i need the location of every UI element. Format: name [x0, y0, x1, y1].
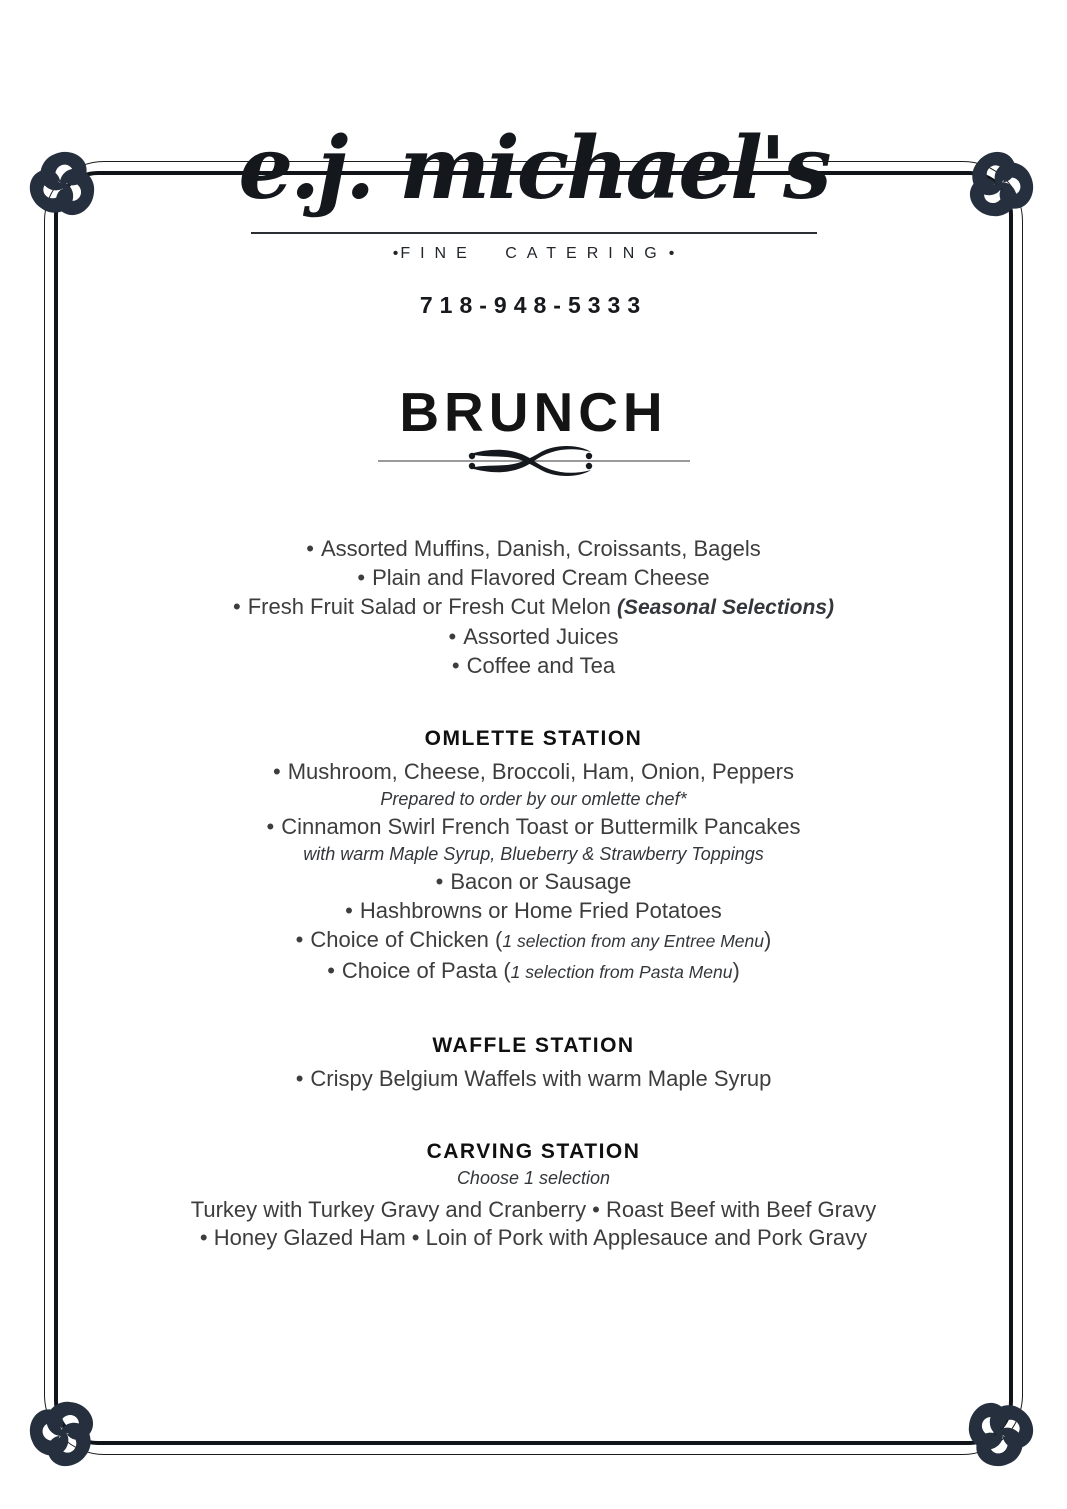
corner-flourish-icon: [24, 1394, 102, 1472]
bullet-icon: •: [266, 813, 275, 839]
logo-tagline: [0, 245, 1067, 263]
bullet-icon: •: [435, 868, 444, 894]
bullet-icon: •: [451, 652, 460, 678]
bullet-icon: •: [345, 897, 353, 923]
station-heading: CARVING STATION: [426, 1139, 641, 1163]
menu-item-note: Prepared to order by our omlette chef*: [380, 788, 687, 809]
station-heading: OMLETTE STATION: [424, 726, 643, 750]
menu-item-text: Mushroom, Cheese, Broccoli, Ham, Onion, Peppers: [287, 758, 794, 784]
bullet-icon: •: [232, 593, 241, 619]
menu-page: [0, 118, 1067, 1252]
bullet-icon: •: [295, 1065, 304, 1091]
station-item-list: [0, 757, 1067, 987]
menu-item: [0, 651, 1067, 680]
menu-item: [0, 534, 1067, 563]
tagline-text: FINE CATERING: [400, 244, 667, 262]
menu-item-text: Choice of Chicken (: [310, 926, 503, 952]
bullet-icon: •: [273, 758, 281, 784]
bullet-icon: •: [327, 957, 335, 983]
menu-item-text: ): [732, 957, 740, 983]
title-divider-flourish-icon: [378, 444, 690, 478]
bullet-icon: •: [295, 926, 304, 952]
menu-item: [0, 896, 1067, 925]
menu-item-note: with warm Maple Syrup, Blueberry & Strawberry Toppings: [303, 843, 764, 864]
menu-item: [0, 1064, 1067, 1093]
tagline-right-dot-icon: •: [668, 244, 675, 262]
menu-title: BRUNCH: [399, 380, 668, 443]
menu-item: [0, 563, 1067, 592]
logo-script: e.j. michael's: [238, 118, 829, 219]
station-heading: WAFFLE STATION: [432, 1033, 635, 1057]
station-subheading: Choose 1 selection: [456, 1167, 611, 1188]
station-omlette: [0, 726, 1067, 987]
menu-item: [0, 812, 1067, 841]
menu-item-text: Crispy Belgium Waffels with warm Maple Syrup: [310, 1065, 772, 1091]
menu-item-note-inline: (Seasonal Selections): [616, 595, 835, 619]
menu-item-text: Hashbrowns or Home Fried Potatoes: [359, 897, 722, 923]
menu-item: [0, 867, 1067, 896]
menu-item: [0, 925, 1067, 956]
station-carving: [0, 1139, 1067, 1252]
menu-item: • Honey Glazed Ham • Loin of Pork with Applesauce and Pork Gravy: [199, 1224, 868, 1250]
intro-item-list: [0, 534, 1067, 680]
menu-item-text: Plain and Flavored Cream Cheese: [372, 564, 710, 590]
phone-number: 718-948-5333: [419, 291, 648, 318]
menu-item-text: Assorted Juices: [463, 623, 619, 649]
menu-item-text: Assorted Muffins, Danish, Croissants, Bagels: [320, 535, 761, 561]
menu-item-text: Cinnamon Swirl French Toast or Buttermilk Pancakes: [281, 813, 801, 839]
logo-underline: [251, 232, 817, 234]
bullet-icon: •: [357, 564, 366, 590]
bullet-icon: •: [306, 535, 314, 561]
menu-item: [0, 622, 1067, 651]
menu-item: [0, 757, 1067, 786]
menu-item-text: Bacon or Sausage: [450, 868, 632, 894]
menu-item-text: ): [764, 926, 772, 952]
station-waffle: [0, 1033, 1067, 1093]
menu-item-text: Fresh Fruit Salad or Fresh Cut Melon: [247, 593, 617, 619]
menu-item-note-inline: 1 selection from any Entree Menu: [502, 930, 765, 951]
menu-item: [0, 592, 1067, 622]
menu-item: Turkey with Turkey Gravy and Cranberry • Roast Beef with Beef Gravy: [190, 1196, 877, 1222]
menu-item-text: Choice of Pasta (: [341, 957, 511, 983]
menu-item-note-inline: 1 selection from Pasta Menu: [510, 961, 733, 982]
station-item-list: [0, 1196, 1067, 1252]
menu-item: [0, 956, 1067, 987]
corner-flourish-icon: [961, 1394, 1039, 1472]
bullet-icon: •: [448, 623, 457, 649]
tagline-left-dot-icon: •: [392, 244, 399, 262]
station-item-list: [0, 1064, 1067, 1093]
menu-item-text: Coffee and Tea: [466, 652, 616, 678]
